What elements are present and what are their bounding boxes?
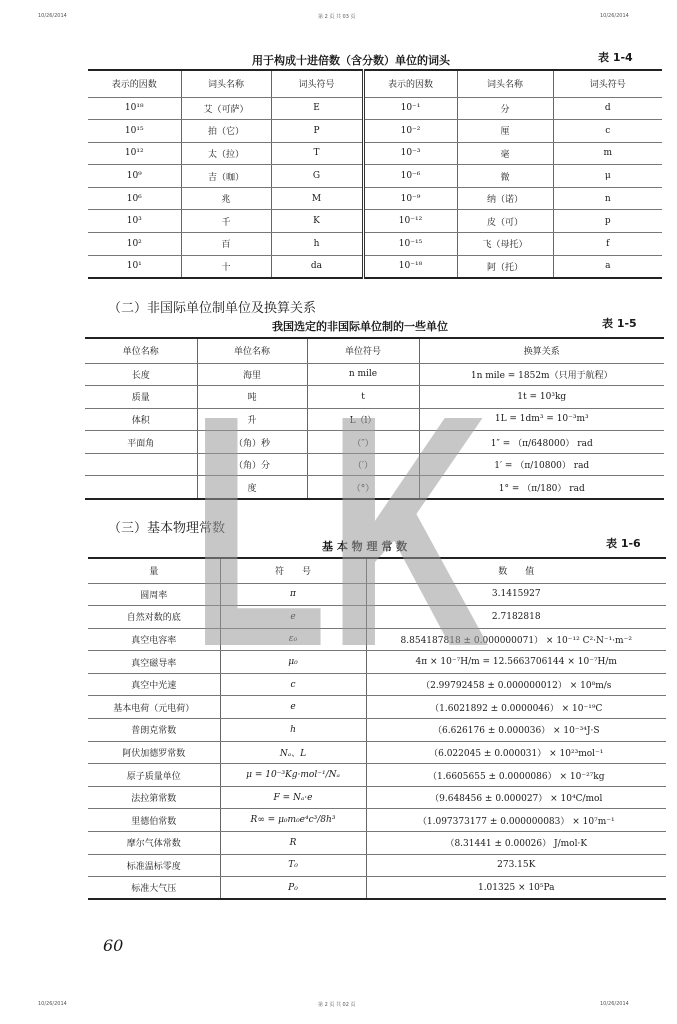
prefix-symbol-cell: M xyxy=(271,187,363,210)
constant-symbol-cell: R∞ = μ₀m₀e⁴c³/8h³ xyxy=(220,809,366,832)
table-row xyxy=(88,673,666,696)
table1-title: 用于构成十进倍数（含分数）单位的词头 xyxy=(252,54,450,67)
constant-symbol-cell: c xyxy=(220,673,366,696)
factor-cell: 10⁻² xyxy=(363,120,457,143)
table1-header: 表示的因数 xyxy=(363,70,457,97)
header-page-indicator: 第 2 页 共 03 页 xyxy=(318,14,356,20)
prefix-symbol-cell: K xyxy=(271,210,363,233)
constant-symbol-cell: e xyxy=(220,606,366,629)
factor-cell: 10⁻¹² xyxy=(363,210,457,233)
conversion-cell: 1″ = （π/648000） rad xyxy=(419,431,664,454)
prefix-symbol-cell: G xyxy=(271,165,363,188)
constant-name-cell: 摩尔气体常数 xyxy=(88,832,220,855)
unit-name-cell: 吨 xyxy=(197,386,307,409)
factor-cell: 10³ xyxy=(88,210,181,233)
physical-constants-table-body xyxy=(88,583,666,899)
header-date-right: 10/26/2014 xyxy=(600,13,629,19)
constant-symbol-cell: h xyxy=(220,719,366,742)
table-row xyxy=(88,809,666,832)
conversion-cell: 1° = （π/180） rad xyxy=(419,476,664,499)
prefix-name-cell: 拍（它） xyxy=(181,120,271,143)
table-row xyxy=(88,142,662,165)
table1-header: 词头符号 xyxy=(271,70,363,97)
table-row xyxy=(85,431,664,454)
non-si-units-table-body xyxy=(85,363,664,499)
prefix-symbol-cell: T xyxy=(271,142,363,165)
constant-symbol-cell: F = Nₐ·e xyxy=(220,786,366,809)
table1-header: 词头符号 xyxy=(553,70,662,97)
prefix-symbol-cell: m xyxy=(553,142,662,165)
table2-header: 换算关系 xyxy=(419,338,664,363)
prefix-name-cell: 阿（托） xyxy=(457,255,553,278)
constant-name-cell: 基本电荷（元电荷） xyxy=(88,696,220,719)
prefix-symbol-cell: f xyxy=(553,233,662,256)
factor-cell: 10¹ xyxy=(88,255,181,278)
table3-header: 符 号 xyxy=(220,558,366,583)
table-row xyxy=(85,453,664,476)
factor-cell: 10⁻⁹ xyxy=(363,187,457,210)
page-number: 60 xyxy=(103,936,124,955)
unit-name-cell: 升 xyxy=(197,408,307,431)
unit-symbol-cell: L（l） xyxy=(307,408,419,431)
factor-cell: 10¹⁸ xyxy=(88,97,181,120)
factor-cell: 10¹² xyxy=(88,142,181,165)
prefix-symbol-cell: P xyxy=(271,120,363,143)
constant-name-cell: 原子质量单位 xyxy=(88,764,220,787)
prefix-name-cell: 百 xyxy=(181,233,271,256)
factor-cell: 10⁻³ xyxy=(363,142,457,165)
prefix-symbol-cell: d xyxy=(553,97,662,120)
prefix-name-cell: 分 xyxy=(457,97,553,120)
constant-name-cell: 阿伏加德罗常数 xyxy=(88,741,220,764)
factor-cell: 10¹⁵ xyxy=(88,120,181,143)
unit-name-cell: （角）秒 xyxy=(197,431,307,454)
factor-cell: 10⁻¹⁸ xyxy=(363,255,457,278)
unit-symbol-cell: （′） xyxy=(307,453,419,476)
prefix-symbol-cell: c xyxy=(553,120,662,143)
table2-label: 表 1-5 xyxy=(602,317,637,330)
table-row xyxy=(85,386,664,409)
prefix-name-cell: 十 xyxy=(181,255,271,278)
table-row xyxy=(88,583,666,606)
table2-header: 单位名称 xyxy=(197,338,307,363)
table-row xyxy=(85,476,664,499)
constant-value-cell: （1.6021892 ± 0.0000046） × 10⁻¹⁹C xyxy=(366,696,666,719)
physical-constants-table xyxy=(88,557,666,900)
prefix-name-cell: 皮（可） xyxy=(457,210,553,233)
factor-cell: 10⁻⁶ xyxy=(363,165,457,188)
constant-symbol-cell: μ₀ xyxy=(220,651,366,674)
constant-name-cell: 普朗克常数 xyxy=(88,719,220,742)
constant-value-cell: 1.01325 × 10⁵Pa xyxy=(366,877,666,900)
footer-date-right: 10/26/2014 xyxy=(600,1001,629,1007)
prefix-name-cell: 吉（咖） xyxy=(181,165,271,188)
constant-name-cell: 标准大气压 xyxy=(88,877,220,900)
table-row xyxy=(88,97,662,120)
table2-header: 单位符号 xyxy=(307,338,419,363)
prefix-name-cell: 太（拉） xyxy=(181,142,271,165)
table-row xyxy=(85,363,664,386)
conversion-cell: 1n mile = 1852m（只用于航程） xyxy=(419,363,664,386)
conversion-cell: 1L = 1dm³ = 10⁻³m³ xyxy=(419,408,664,431)
constant-value-cell: 4π × 10⁻⁷H/m = 12.5663706144 × 10⁻⁷H/m xyxy=(366,651,666,674)
table2-title: 我国选定的非国际单位制的一些单位 xyxy=(272,320,448,333)
table-row xyxy=(88,651,666,674)
section2-heading: （二）非国际单位制单位及换算关系 xyxy=(108,301,317,316)
table-row xyxy=(88,187,662,210)
constant-value-cell: 8.854187818 ± 0.000000071） × 10⁻¹² C²·N⁻¹·m⁻² xyxy=(366,628,666,651)
prefix-symbol-cell: p xyxy=(553,210,662,233)
factor-cell: 10⁹ xyxy=(88,165,181,188)
table1-header: 词头名称 xyxy=(457,70,553,97)
conversion-cell: 1′ = （π/10800） rad xyxy=(419,453,664,476)
unit-name-cell: （角）分 xyxy=(197,453,307,476)
table3-header: 量 xyxy=(88,558,220,583)
non-si-units-table xyxy=(85,337,664,500)
factor-cell: 10⁻¹ xyxy=(363,97,457,120)
constant-value-cell: （8.31441 ± 0.00026） J/mol·K xyxy=(366,832,666,855)
constant-name-cell: 标准温标零度 xyxy=(88,854,220,877)
constant-symbol-cell: μ = 10⁻³Kg·mol⁻¹/Nₐ xyxy=(220,764,366,787)
constant-symbol-cell: ε₀ xyxy=(220,628,366,651)
table2-header: 单位名称 xyxy=(85,338,197,363)
quantity-cell xyxy=(85,453,197,476)
watermark-text: LK xyxy=(190,395,490,655)
constant-name-cell: 真空中光速 xyxy=(88,673,220,696)
factor-cell: 10⁶ xyxy=(88,187,181,210)
constant-name-cell: 里德伯常数 xyxy=(88,809,220,832)
prefix-symbol-cell: n xyxy=(553,187,662,210)
quantity-cell: 长度 xyxy=(85,363,197,386)
constant-value-cell: 2.7182818 xyxy=(366,606,666,629)
prefix-table-body xyxy=(88,97,662,278)
prefix-symbol-cell: da xyxy=(271,255,363,278)
constant-value-cell: （6.626176 ± 0.000036） × 10⁻³⁴J·S xyxy=(366,719,666,742)
constant-name-cell: 真空电容率 xyxy=(88,628,220,651)
prefix-symbol-cell: h xyxy=(271,233,363,256)
prefix-name-cell: 纳（诺） xyxy=(457,187,553,210)
table1-label: 表 1-4 xyxy=(598,51,633,64)
table3-label: 表 1-6 xyxy=(606,537,641,550)
prefix-name-cell: 兆 xyxy=(181,187,271,210)
constant-symbol-cell: e xyxy=(220,696,366,719)
prefix-symbol-cell: a xyxy=(553,255,662,278)
constant-symbol-cell: T₀ xyxy=(220,854,366,877)
constant-symbol-cell: R xyxy=(220,832,366,855)
quantity-cell: 体积 xyxy=(85,408,197,431)
table-row xyxy=(88,165,662,188)
constant-value-cell: （9.648456 ± 0.000027） × 10⁴C/mol xyxy=(366,786,666,809)
prefix-name-cell: 毫 xyxy=(457,142,553,165)
factor-cell: 10⁻¹⁵ xyxy=(363,233,457,256)
table-row xyxy=(88,120,662,143)
prefix-symbol-cell: μ xyxy=(553,165,662,188)
constant-value-cell: 273.15K xyxy=(366,854,666,877)
footer-date-left: 10/26/2014 xyxy=(38,1001,67,1007)
unit-symbol-cell: （″） xyxy=(307,431,419,454)
table-row xyxy=(88,764,666,787)
table1-header: 表示的因数 xyxy=(88,70,181,97)
constant-value-cell: （6.022045 ± 0.000031） × 10²³mol⁻¹ xyxy=(366,741,666,764)
table-row xyxy=(85,408,664,431)
footer-page-indicator: 第 2 页 共 02 页 xyxy=(318,1002,356,1008)
constant-value-cell: （2.99792458 ± 0.000000012） × 10⁸m/s xyxy=(366,673,666,696)
table-row xyxy=(88,854,666,877)
constant-symbol-cell: P₀ xyxy=(220,877,366,900)
prefix-name-cell: 艾（可萨） xyxy=(181,97,271,120)
table-row xyxy=(88,786,666,809)
table-row xyxy=(88,628,666,651)
table-row xyxy=(88,606,666,629)
prefix-table xyxy=(88,69,662,279)
table-row xyxy=(88,696,666,719)
prefix-name-cell: 厘 xyxy=(457,120,553,143)
table-row xyxy=(88,832,666,855)
constant-value-cell: 3.1415927 xyxy=(366,583,666,606)
constant-value-cell: （1.6605655 ± 0.0000086） × 10⁻²⁷kg xyxy=(366,764,666,787)
constant-value-cell: （1.097373177 ± 0.000000083） × 10⁷m⁻¹ xyxy=(366,809,666,832)
unit-symbol-cell: t xyxy=(307,386,419,409)
unit-name-cell: 度 xyxy=(197,476,307,499)
quantity-cell xyxy=(85,476,197,499)
constant-name-cell: 法拉第常数 xyxy=(88,786,220,809)
conversion-cell: 1t = 10³kg xyxy=(419,386,664,409)
table-row xyxy=(88,877,666,900)
factor-cell: 10² xyxy=(88,233,181,256)
table-row xyxy=(88,741,666,764)
table-row xyxy=(88,233,662,256)
prefix-name-cell: 微 xyxy=(457,165,553,188)
quantity-cell: 质量 xyxy=(85,386,197,409)
table3-title: 基 本 物 理 常 数 xyxy=(322,540,408,553)
header-date-left: 10/26/2014 xyxy=(38,13,67,19)
prefix-name-cell: 飞（母托） xyxy=(457,233,553,256)
constant-name-cell: 圆周率 xyxy=(88,583,220,606)
table-row xyxy=(88,210,662,233)
prefix-symbol-cell: E xyxy=(271,97,363,120)
unit-name-cell: 海里 xyxy=(197,363,307,386)
unit-symbol-cell: （°） xyxy=(307,476,419,499)
unit-symbol-cell: n mile xyxy=(307,363,419,386)
constant-symbol-cell: Nₐ、L xyxy=(220,741,366,764)
prefix-name-cell: 千 xyxy=(181,210,271,233)
table-row xyxy=(88,255,662,278)
constant-name-cell: 真空磁导率 xyxy=(88,651,220,674)
constant-symbol-cell: π xyxy=(220,583,366,606)
constant-name-cell: 自然对数的底 xyxy=(88,606,220,629)
section3-heading: （三）基本物理常数 xyxy=(108,521,226,536)
table1-header: 词头名称 xyxy=(181,70,271,97)
table-row xyxy=(88,719,666,742)
quantity-cell: 平面角 xyxy=(85,431,197,454)
table3-header: 数 值 xyxy=(366,558,666,583)
